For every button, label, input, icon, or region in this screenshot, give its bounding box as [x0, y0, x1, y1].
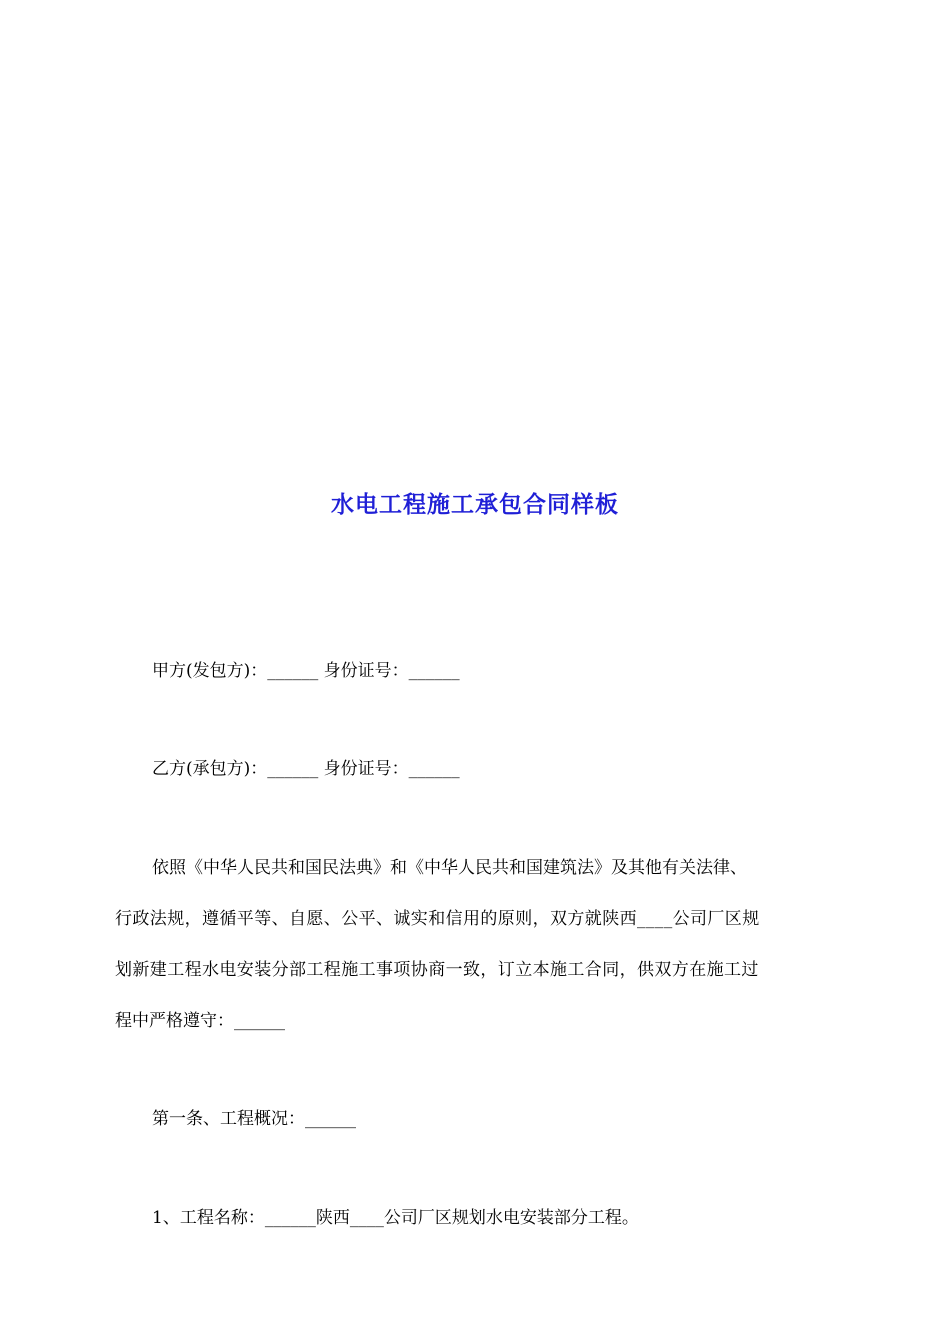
- intro-paragraph-line-2: 行政法规，遵循平等、自愿、公平、诚实和信用的原则，双方就陕西____公司厂区规: [115, 909, 760, 929]
- intro-paragraph-line-1: 依照《中华人民共和国民法典》和《中华人民共和国建筑法》及其他有关法律、: [152, 858, 747, 878]
- document-title: 水电工程施工承包合同样板: [331, 492, 619, 518]
- intro-paragraph-line-4: 程中严格遵守：______: [115, 1011, 285, 1031]
- intro-paragraph-line-3: 划新建工程水电安装分部工程施工事项协商一致，订立本施工合同，供双方在施工过: [115, 960, 759, 980]
- party-b-line: 乙方(承包方)：______ 身份证号：______: [152, 759, 460, 779]
- article-1-heading: 第一条、工程概况：______: [152, 1109, 356, 1129]
- article-1-item-1: 1、工程名称：______陕西____公司厂区规划水电安装部分工程。: [152, 1208, 639, 1228]
- party-a-line: 甲方(发包方)：______ 身份证号：______: [152, 661, 460, 681]
